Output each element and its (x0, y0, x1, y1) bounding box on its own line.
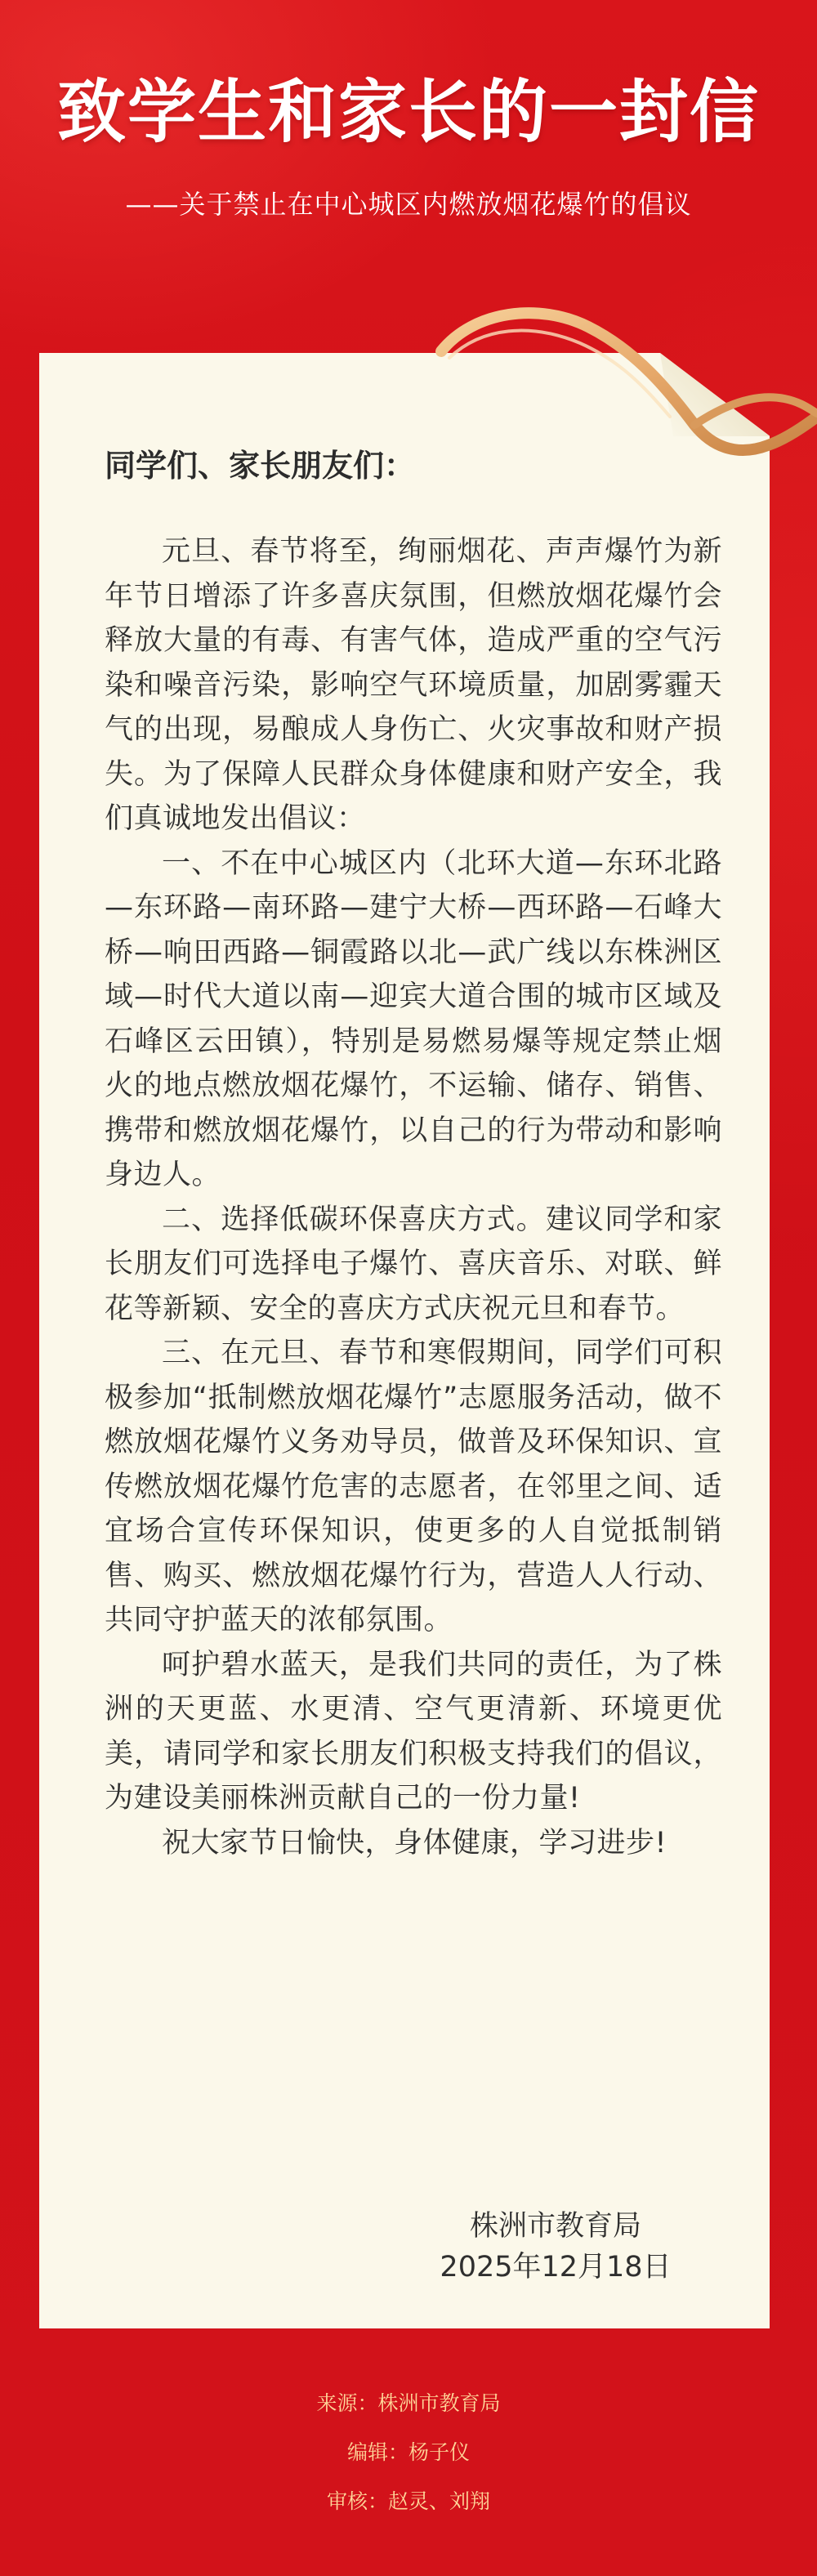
paragraph-wishes: 祝大家节日愉快，身体健康，学习进步! (162, 1826, 667, 1859)
letter-greeting: 同学们、家长朋友们： (105, 448, 416, 484)
signature-date: 2025年12月18日 (440, 2251, 672, 2284)
footer-source: 来源：株洲市教育局 (316, 2391, 501, 2415)
footer-reviewer: 审核：赵灵、刘翔 (326, 2489, 490, 2513)
paragraph-call: 呵护碧水蓝天，是我们共同的责任，为了株洲的天更蓝、水更清、空气更清新、环境更优美，请同学和家长朋友们积极支持我们的倡议，为建设美丽株洲贡献自己的一份力量! (105, 1648, 722, 1815)
letter-body (105, 529, 722, 1865)
letter-signature (408, 2206, 703, 2288)
paragraph-item-2: 二、选择低碳环保喜庆方式。建议同学和家长朋友们可选择电子爆竹、喜庆音乐、对联、鲜花等新颖、安全的喜庆方式庆祝元旦和春节。 (105, 1203, 722, 1325)
paragraph-item-1: 一、不在中心城区内（北环大道—东环北路—东环路—南环路—建宁大桥—西环路—石峰大桥—响田西路—铜霞路以北—武广线以东株洲区域—时代大道以南—迎宾大道合围的城市区域及石峰区云田镇），特别是易燃易爆等规定禁止烟火的地点燃放烟花爆竹，不运输、储存、销售、携带和燃放烟花爆竹，以自己的行为带动和影响身边人。 (105, 846, 722, 1191)
page-title: 致学生和家长的一封信 (56, 72, 760, 152)
paragraph-intro: 元旦、春节将至，绚丽烟花、声声爆竹为新年节日增添了许多喜庆氛围，但燃放烟花爆竹会释放大量的有毒、有害气体，造成严重的空气污染和噪音污染，影响空气环境质量，加剧雾霾天气的出现，易酿成人身伤亡、火灾事故和财产损失。为了保障人民群众身体健康和财产安全，我们真诚地发出倡议： (105, 535, 722, 835)
credits-footer (0, 2390, 817, 2537)
page-subtitle: ——关于禁止在中心城区内燃放烟花爆竹的倡议 (125, 189, 692, 220)
footer-editor: 编辑：杨子仪 (346, 2440, 470, 2464)
paragraph-item-3: 三、在元旦、春节和寒假期间，同学们可积极参加“抵制燃放烟花爆竹”志愿服务活动，做不燃放烟花爆竹义务劝导员，做普及环保知识、宣传燃放烟花爆竹危害的志愿者，在邻里之间、适宜场合宣传环保知识，使更多的人自觉抵制销售、购买、燃放烟花爆竹行为，营造人人行动、共同守护蓝天的浓郁氛围。 (105, 1337, 722, 1636)
signature-organization: 株洲市教育局 (469, 2210, 641, 2243)
